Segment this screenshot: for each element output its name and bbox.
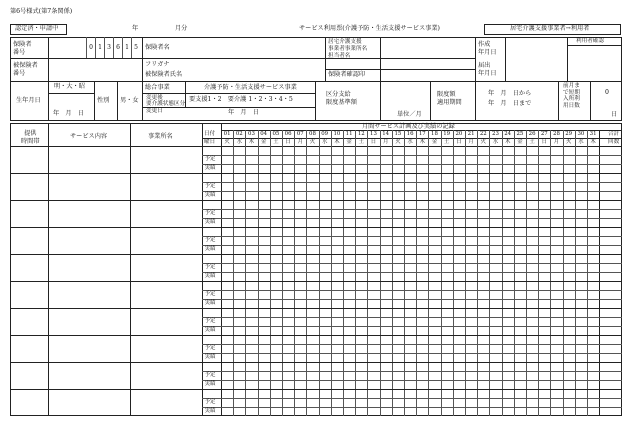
row-divider <box>202 371 622 372</box>
day-number: 25 <box>516 131 524 137</box>
day-number: 10 <box>333 131 341 137</box>
submit-date-label: 届出 年月日 <box>478 62 497 78</box>
year-label: 年 <box>132 25 139 32</box>
actual-label: 実績 <box>204 354 216 360</box>
day-number: 13 <box>370 131 377 137</box>
day-number: 29 <box>565 131 573 137</box>
row-divider <box>202 398 622 399</box>
birth-ymd: 年 月 日 <box>53 110 84 117</box>
row-group-divider <box>10 308 622 309</box>
document-title: サービス利用票(介護予防・生活支援サービス事業) <box>299 25 440 32</box>
day-number: 14 <box>382 131 390 137</box>
weekday: 火 <box>395 139 401 145</box>
day-number: 22 <box>479 131 487 137</box>
weekday: 水 <box>492 139 499 145</box>
weekday: 火 <box>224 139 230 145</box>
weekday: 木 <box>248 139 255 145</box>
weekday: 土 <box>443 139 450 145</box>
row-group-divider <box>10 389 622 390</box>
weekday: 木 <box>419 139 425 145</box>
insurer-confirm-label: 保険者確認印 <box>328 71 366 78</box>
sex-options: 男・女 <box>120 97 139 104</box>
row-divider <box>202 407 622 408</box>
day-number: 11 <box>345 131 353 137</box>
total-count-header: 合計 回数 <box>608 131 620 145</box>
day-number: 03 <box>248 131 255 137</box>
day-number: 24 <box>504 131 512 137</box>
day-label: 日付 <box>204 131 216 137</box>
weekday: 木 <box>590 139 596 145</box>
plan-label: 予定 <box>204 345 216 351</box>
day-number: 01 <box>223 131 231 137</box>
day-number: 28 <box>553 131 560 137</box>
plan-label: 予定 <box>204 237 216 243</box>
day-number: 26 <box>528 131 536 137</box>
prev-month-label: 前月ま で短期 入所利 用日数 <box>563 83 580 110</box>
row-group-divider <box>10 200 622 201</box>
actual-label: 実績 <box>204 219 216 225</box>
day-number: 02 <box>235 131 243 137</box>
weekday: 月 <box>382 139 389 145</box>
actual-label: 実績 <box>204 246 216 252</box>
weekday: 金 <box>346 139 352 145</box>
weekday: 水 <box>578 139 584 145</box>
schedule-table <box>10 123 622 416</box>
insured-number-label: 被保険者 番号 <box>13 62 38 78</box>
day-number: 23 <box>492 131 499 137</box>
day-number: 16 <box>406 131 414 137</box>
insurer-digit: 3 <box>107 44 111 51</box>
day-number: 21 <box>467 131 475 137</box>
unit-label: 単位／月 <box>397 111 422 118</box>
care-level-options: 要支援1・2 要介護 1・2・3・4・5 <box>189 96 293 103</box>
row-group-divider <box>10 173 622 174</box>
day-number: 06 <box>284 131 292 137</box>
general-project-label: 総合事業 <box>145 84 170 91</box>
weekday: 日 <box>370 139 377 145</box>
actual-label: 実績 <box>204 165 216 171</box>
row-divider <box>202 209 622 210</box>
cert-status: 認定済・申請中 <box>15 25 59 32</box>
row-group-divider <box>10 227 622 228</box>
weekday: 火 <box>309 139 316 145</box>
day-number: 07 <box>296 131 304 137</box>
day-number: 18 <box>431 131 438 137</box>
change-date: 年 月 日 <box>228 109 259 116</box>
plan-label: 予定 <box>204 291 216 297</box>
day-number: 05 <box>272 131 280 137</box>
plan-label: 予定 <box>204 183 216 189</box>
actual-label: 実績 <box>204 273 216 279</box>
row-group-divider <box>10 362 622 363</box>
weekday: 木 <box>334 139 340 145</box>
care-office-label: 居宅介護支援 事業者事業所名 担当者名 <box>328 39 368 59</box>
row-group-divider <box>10 281 622 282</box>
time-slot-header: 提供 時間帯 <box>21 130 40 146</box>
actual-label: 実績 <box>204 327 216 333</box>
row-divider <box>202 326 622 327</box>
weekday: 日 <box>285 139 291 145</box>
weekday: 木 <box>504 139 511 145</box>
general-project-value: 介護予防・生活支援サービス事業 <box>204 84 297 91</box>
era-options: 明・大・昭 <box>54 83 85 90</box>
row-divider <box>202 191 622 192</box>
actual-label: 実績 <box>204 408 216 414</box>
row-divider <box>202 245 622 246</box>
weekday: 水 <box>407 139 413 145</box>
plan-label: 予定 <box>204 210 216 216</box>
plan-label: 予定 <box>204 264 216 270</box>
period-from: 年 月 日から <box>488 90 532 97</box>
day-number: 19 <box>443 131 451 137</box>
day-number: 17 <box>418 131 426 137</box>
weekday: 火 <box>565 139 572 145</box>
weekday: 水 <box>321 139 328 145</box>
weekday: 金 <box>517 139 523 145</box>
sex-label: 性別 <box>97 97 110 104</box>
weekday: 水 <box>236 139 242 145</box>
row-divider <box>202 299 622 300</box>
weekday: 月 <box>553 139 560 145</box>
row-divider <box>202 290 622 291</box>
row-divider <box>202 155 622 156</box>
weekday: 金 <box>260 139 267 145</box>
office-name-header: 事業所名 <box>148 133 173 140</box>
row-divider <box>202 218 622 219</box>
day-number: 27 <box>540 131 548 137</box>
weekday: 土 <box>273 139 279 145</box>
limit-amount-label: 区分支給 限度基準額 <box>326 91 357 107</box>
insurer-name-label: 保険者名 <box>145 44 170 51</box>
user-confirm-label: 利用者確認 <box>576 38 604 44</box>
weekday: 日 <box>541 139 547 145</box>
plan-label: 予定 <box>204 372 216 378</box>
created-date-label: 作成 年月日 <box>478 41 497 57</box>
actual-label: 実績 <box>204 192 216 198</box>
insurer-digit: 1 <box>125 44 129 51</box>
row-divider <box>202 272 622 273</box>
weekday: 月 <box>468 139 474 145</box>
weekday: 土 <box>358 139 364 145</box>
day-number: 30 <box>577 131 585 137</box>
day-number: 12 <box>357 131 365 137</box>
row-group-divider <box>10 335 622 336</box>
plan-label: 予定 <box>204 156 216 162</box>
row-divider <box>202 317 622 318</box>
day-number: 04 <box>260 131 268 137</box>
month-label: 月分 <box>175 25 188 32</box>
birth-date-label: 生年月日 <box>16 97 41 104</box>
row-divider <box>202 182 622 183</box>
prev-month-unit: 日 <box>611 111 618 118</box>
record-header: 月間サービス計画及び実績の記録 <box>362 123 455 130</box>
insured-name-label: 被保険者氏名 <box>145 71 183 78</box>
actual-label: 実績 <box>204 381 216 387</box>
day-number: 20 <box>455 131 463 137</box>
day-number: 15 <box>394 131 402 137</box>
row-group-divider <box>10 254 622 255</box>
row-divider <box>202 380 622 381</box>
form-number: 第6号様式(第7条関係) <box>10 8 73 15</box>
row-divider <box>202 164 622 165</box>
plan-label: 予定 <box>204 318 216 324</box>
row-divider <box>202 236 622 237</box>
day-number: 08 <box>309 131 316 137</box>
day-number: 09 <box>321 131 329 137</box>
plan-label: 予定 <box>204 399 216 405</box>
prev-month-value: 0 <box>605 89 609 96</box>
direction-text: 居宅介護支援事業者→利用者 <box>510 25 590 32</box>
furigana-label: フリガナ <box>145 61 170 68</box>
insurer-digit: 5 <box>134 44 138 51</box>
weekday: 土 <box>529 139 535 145</box>
insurer-number-label: 保険者 番号 <box>13 41 32 57</box>
row-divider <box>202 344 622 345</box>
row-divider <box>202 353 622 354</box>
period-to: 年 月 日まで <box>488 100 532 107</box>
row-divider <box>202 263 622 264</box>
weekday: 日 <box>456 139 462 145</box>
weekday-label: 曜日 <box>204 139 216 145</box>
insurer-digit: 0 <box>89 44 93 51</box>
day-number: 31 <box>589 131 597 137</box>
weekday: 月 <box>297 139 303 145</box>
weekday: 金 <box>431 139 438 145</box>
service-content-header: サービス内容 <box>70 133 108 140</box>
insurer-digit: 1 <box>98 44 102 51</box>
actual-label: 実績 <box>204 300 216 306</box>
limit-period-label: 限度額 適用期間 <box>437 91 462 107</box>
weekday: 火 <box>480 139 486 145</box>
insurer-digit: 6 <box>116 44 120 51</box>
change-label: 変更後 要介護状態区分 変更日 <box>146 95 186 114</box>
